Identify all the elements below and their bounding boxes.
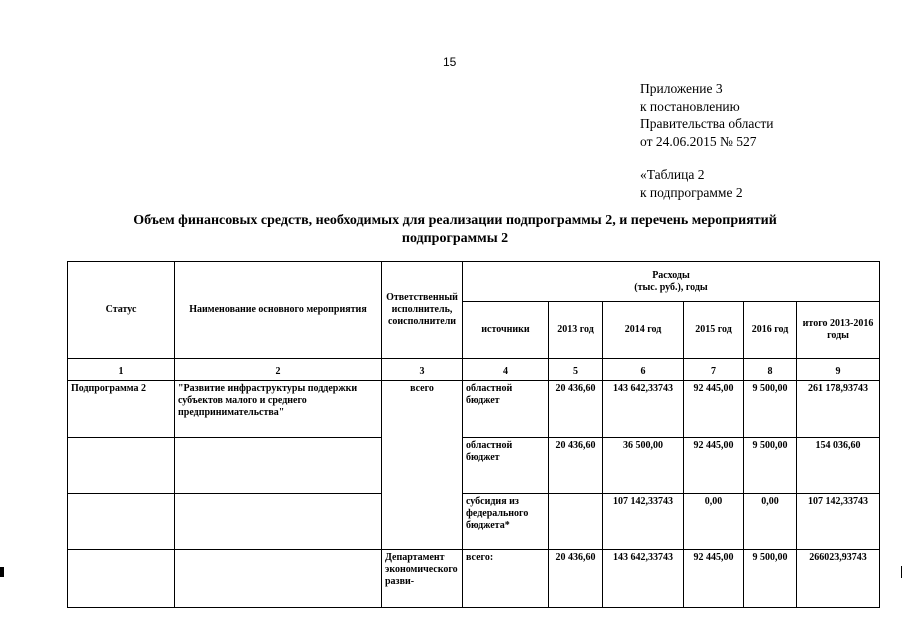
cell-executor xyxy=(382,438,463,494)
document-title xyxy=(60,212,850,248)
cell-2016: 0,00 xyxy=(744,494,797,550)
col-number: 4 xyxy=(463,359,549,381)
cell-status xyxy=(68,494,175,550)
spacer xyxy=(640,150,773,166)
cell-2014: 36 500,00 xyxy=(603,438,684,494)
appendix-line: «Таблица 2 xyxy=(640,167,705,182)
appendix-line: к постановлению xyxy=(640,98,740,114)
cell-2014: 107 142,33743 xyxy=(603,494,684,550)
table-row xyxy=(68,438,880,494)
cell-2015: 92 445,00 xyxy=(684,438,744,494)
col-number: 1 xyxy=(68,359,175,381)
table-row xyxy=(68,494,880,550)
header-expenses xyxy=(463,262,880,302)
cell-source: субсидия из федерального бюджета* xyxy=(463,494,549,550)
cell-status: Подпрограмма 2 xyxy=(68,381,175,438)
header-sources: источники xyxy=(463,302,549,359)
title-line: подпрограммы 2 xyxy=(401,231,509,246)
header-total: итого 2013-2016 годы xyxy=(797,302,880,359)
cell-status xyxy=(68,550,175,608)
cell-2015: 92 445,00 xyxy=(684,550,744,608)
cell-executor: всего xyxy=(382,381,463,438)
cell-executor: Департамент экономического разви- xyxy=(382,550,463,608)
cell-2013 xyxy=(549,494,603,550)
cell-2016: 9 500,00 xyxy=(744,550,797,608)
header-2014: 2014 год xyxy=(603,302,684,359)
cell-2015: 92 445,00 xyxy=(684,381,744,438)
appendix-line: Приложение 3 xyxy=(640,81,723,96)
cell-2014: 143 642,33743 xyxy=(603,550,684,608)
header-expenses-sub: (тыс. руб.), годы xyxy=(634,281,708,293)
col-number: 6 xyxy=(603,359,684,381)
scan-edge-tick xyxy=(901,566,902,578)
cell-2013: 20 436,60 xyxy=(549,438,603,494)
cell-measure: "Развитие инфраструктуры поддержки субъектов малого и среднего предпринимательства" xyxy=(175,381,382,438)
appendix-note xyxy=(640,80,773,201)
table-row xyxy=(68,550,880,608)
col-number: 5 xyxy=(549,359,603,381)
col-number: 7 xyxy=(684,359,744,381)
cell-source: областной бюджет xyxy=(463,381,549,438)
header-2016: 2016 год xyxy=(744,302,797,359)
col-number: 3 xyxy=(382,359,463,381)
cell-2016: 9 500,00 xyxy=(744,438,797,494)
cell-executor xyxy=(382,494,463,550)
appendix-line: от 24.06.2015 № 527 xyxy=(640,133,757,149)
header-status: Статус xyxy=(68,262,175,359)
cell-measure xyxy=(175,494,382,550)
col-number: 9 xyxy=(797,359,880,381)
cell-source: областной бюджет xyxy=(463,438,549,494)
cell-total: 266023,93743 xyxy=(797,550,880,608)
cell-total: 107 142,33743 xyxy=(797,494,880,550)
header-2015: 2015 год xyxy=(684,302,744,359)
col-number: 2 xyxy=(175,359,382,381)
title-line: Объем финансовых средств, необходимых для реализации подпрограммы 2, и перечень мероприятий xyxy=(133,213,777,228)
header-2013: 2013 год xyxy=(549,302,603,359)
header-expenses-title: Расходы xyxy=(652,269,690,281)
scan-edge-mark xyxy=(0,567,4,577)
col-number: 8 xyxy=(744,359,797,381)
cell-2014: 143 642,33743 xyxy=(603,381,684,438)
cell-measure xyxy=(175,550,382,608)
table-row xyxy=(68,381,880,438)
cell-source: всего: xyxy=(463,550,549,608)
appendix-line: Правительства области xyxy=(640,116,774,131)
header-measure: Наименование основного мероприятия xyxy=(175,262,382,359)
cell-total: 261 178,93743 xyxy=(797,381,880,438)
header-executor: Ответственный исполнитель, соисполнители xyxy=(382,262,463,359)
cell-2016: 9 500,00 xyxy=(744,381,797,438)
cell-2015: 0,00 xyxy=(684,494,744,550)
financing-table xyxy=(67,261,880,608)
cell-status xyxy=(68,438,175,494)
cell-measure xyxy=(175,438,382,494)
cell-2013: 20 436,60 xyxy=(549,550,603,608)
cell-2013: 20 436,60 xyxy=(549,381,603,438)
page-number: 15 xyxy=(443,55,457,69)
cell-total: 154 036,60 xyxy=(797,438,880,494)
appendix-line: к подпрограмме 2 xyxy=(640,184,743,200)
